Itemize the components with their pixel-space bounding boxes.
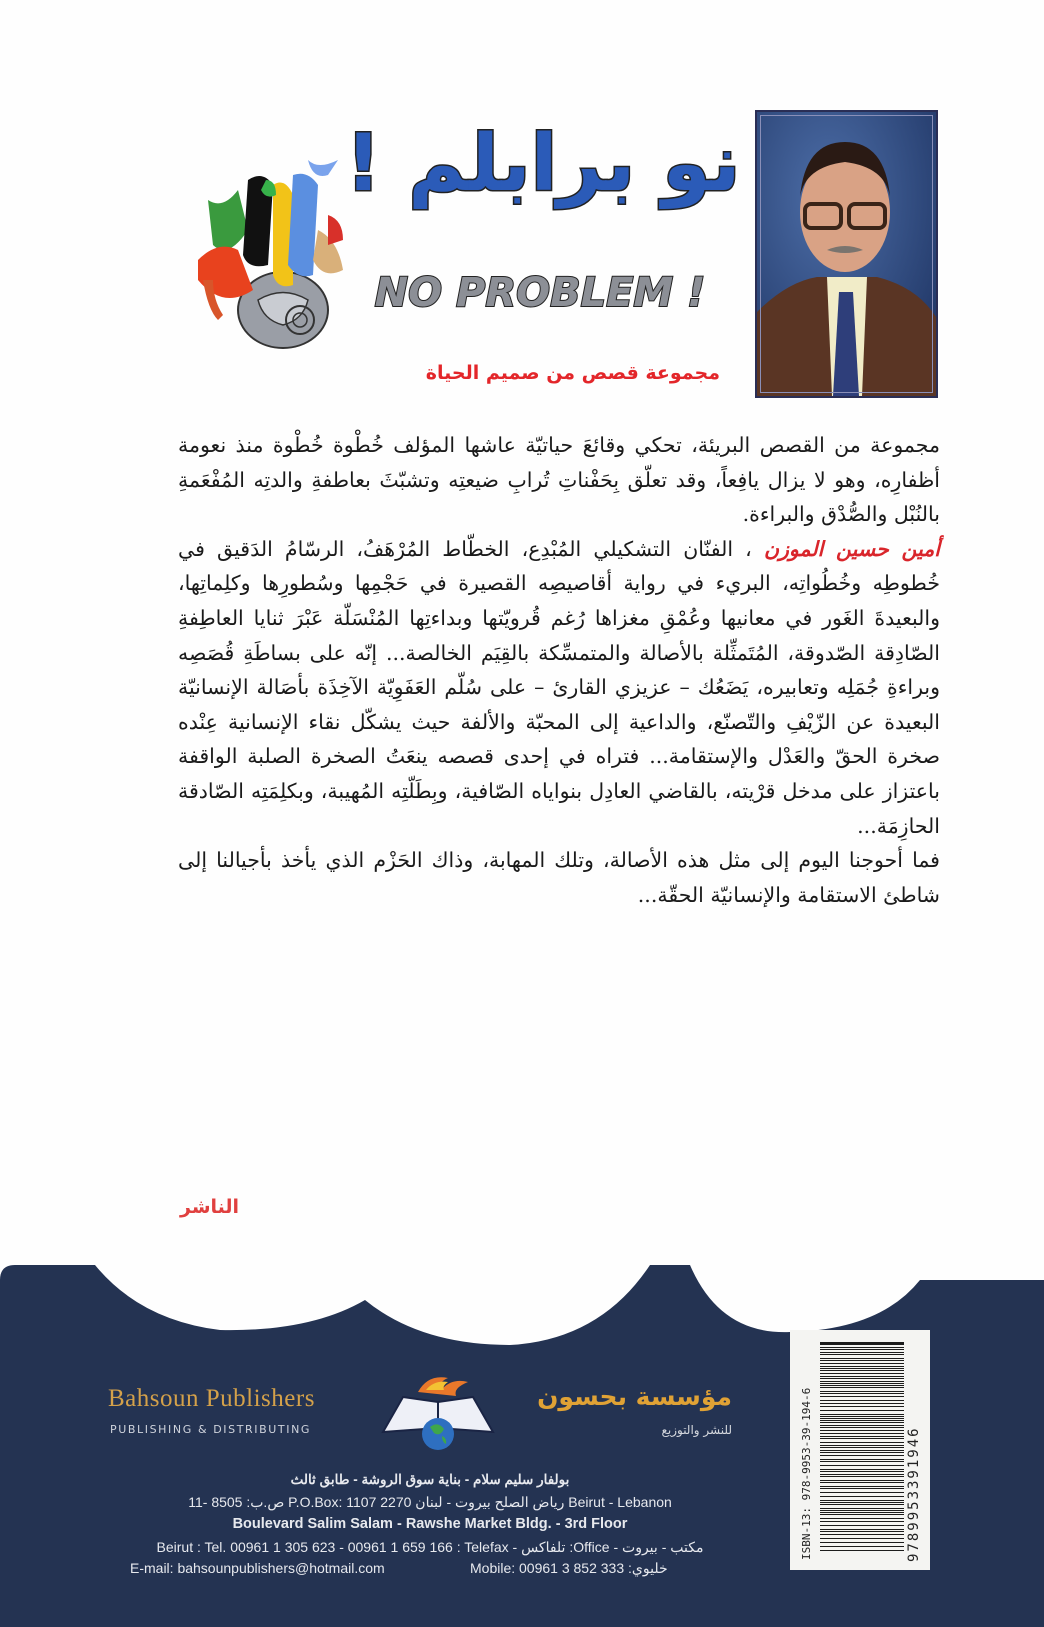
barcode-bar <box>820 1383 904 1384</box>
barcode-bar <box>820 1465 904 1466</box>
barcode-bar <box>820 1352 904 1353</box>
title-english-text: NO PROBLEM ! <box>374 270 706 316</box>
barcode-bar <box>820 1512 904 1513</box>
barcode-bar <box>820 1488 904 1489</box>
barcode-bar <box>820 1546 904 1547</box>
barcode-bar <box>820 1438 904 1439</box>
book-title-arabic <box>345 108 741 209</box>
barcode-bar <box>820 1427 904 1428</box>
barcode-bar <box>820 1368 904 1369</box>
barcode-bar <box>820 1425 904 1426</box>
barcode-bar <box>820 1476 904 1477</box>
title-arabic-text: نو برابلم ! <box>345 119 741 209</box>
barcode-bar <box>820 1381 904 1382</box>
publisher-name-english: Bahsoun Publishers <box>108 1385 315 1412</box>
barcode-bar <box>820 1378 904 1379</box>
barcode-bar <box>820 1403 904 1404</box>
isbn-digits: 9789953391946 <box>906 1426 922 1562</box>
barcode-bar <box>820 1349 904 1350</box>
publisher-tagline-arabic: للنشر والتوزيع <box>661 1423 732 1437</box>
barcode-bar <box>820 1347 904 1348</box>
barcode-bar <box>820 1482 904 1483</box>
barcode-bar <box>820 1550 904 1551</box>
barcode-bar <box>820 1358 904 1359</box>
barcode-bar <box>820 1471 904 1472</box>
barcode-bar <box>820 1366 904 1367</box>
barcode-bar <box>820 1492 904 1493</box>
email-address: E-mail: bahsounpublishers@hotmail.com <box>130 1560 385 1576</box>
barcode-bar <box>820 1542 904 1543</box>
barcode-bar <box>820 1480 904 1481</box>
barcode-bar <box>820 1504 904 1505</box>
barcode-bar <box>820 1416 904 1417</box>
barcode-bar <box>820 1410 904 1411</box>
barcode-bar <box>820 1447 904 1448</box>
barcode-bar <box>820 1373 904 1374</box>
barcode-bar <box>820 1396 904 1397</box>
mobile-number: Mobile: 00961 3 852 333 :خليوي <box>470 1560 668 1576</box>
barcode-bar <box>820 1502 904 1503</box>
isbn-barcode <box>790 1330 930 1570</box>
barcode-bar <box>820 1430 904 1431</box>
barcode-bar <box>820 1442 904 1443</box>
barcode-bar <box>820 1436 904 1437</box>
dancers-illustration <box>188 160 358 355</box>
barcode-bar <box>820 1363 904 1364</box>
barcode-bar <box>820 1455 904 1456</box>
barcode-bar <box>820 1525 904 1526</box>
barcode-bar <box>820 1514 904 1515</box>
blurb-paragraph-1: مجموعة من القصص البريئة، تحكي وقائعَ حياتيّة عاشها المؤلف خُطْوة خُطْوة منذ نعومة أظفارِه، وهو لا يزال يافِعاً، وقد تعلّق بِحَفْناتِ تُرابِ ضيعتِه وتشبّثَ بعاطفةِ والدتِه المُفْعَمةِ بالنُبْل والصُّدْق والبراءة. <box>178 433 940 527</box>
barcode-bar <box>820 1510 904 1511</box>
barcode-bar <box>820 1354 904 1355</box>
publisher-logo-book-globe-icon <box>378 1372 498 1452</box>
barcode-bar <box>820 1529 904 1530</box>
blurb-paragraph-2-text: ، الفنّان التشكيلي المُبْدِع، الخطّاط المُرْهَفُ، الرسّامُ الدَقيق في خُطوطِه وخُطُواتِه، البريء في رواية أقاصيصِه القصيرة في حَجْمِها وسُطورِها وكلِماتِها، والبعيدةَ الغَور في معانيها وعُمْقِ مغزاها رُغم قُرويّتها وبداءتِها المُنْسَلّة عَبْرَ ثنايا العاطِفةِ الصّادِقة الصّدوقة، المُتَمثِّلة بالأصالة والمتمسِّكة بالقِيَم الخالصة... إنّه على بساطَةِ قُصَصِه وبراءةِ جُمَلِه وتعابيره، يَضَعُك – عزيزي القارئ – على سُلّم العَفَوِيّة الآخِذَة بأصَالة الإنسانيّة البعيدة عن الزّيْفِ والتّصنّع، والداعية إلى المحبّة والألفة حيث يشكّل نقاء الإنسانية عِنْده صخرة الحقّ والعَدْل والإستقامة... فتراه في إحدى قصصه ينعَتُ الصخرة الصلبة الواقفة باعتزاز على مدخل قرْيته، بالقاضي العادِل بنواياه الصّافية، وبِطَلّتِه المُهيبة، وبكلِمَتِه الصّادقة الحازِمَة... <box>178 536 940 838</box>
publisher-signature: الناشر <box>180 1196 240 1218</box>
barcode-bar <box>820 1531 904 1532</box>
barcode-bar <box>820 1538 904 1539</box>
barcode-bar <box>820 1508 904 1509</box>
barcode-bar <box>820 1469 904 1470</box>
book-title-english <box>374 262 706 317</box>
back-cover-blurb <box>178 428 940 912</box>
barcode-bar <box>820 1500 904 1501</box>
barcode-bar <box>820 1450 904 1451</box>
barcode-bar <box>820 1521 904 1522</box>
barcode-bar <box>820 1391 904 1392</box>
barcode-bar <box>820 1422 904 1423</box>
barcode-bar <box>820 1486 904 1487</box>
barcode-bar <box>820 1445 904 1446</box>
author-portrait <box>755 110 938 398</box>
barcode-bar <box>820 1370 904 1371</box>
barcode-bar <box>820 1420 904 1421</box>
barcode-bar <box>820 1461 904 1462</box>
address-english: Boulevard Salim Salam - Rawshe Market Bldg. - 3rd Floor <box>232 1516 628 1532</box>
barcode-bar <box>820 1534 904 1535</box>
barcode-bar <box>820 1414 904 1415</box>
barcode-bar <box>820 1452 904 1453</box>
barcode-bar <box>820 1342 904 1345</box>
blurb-paragraph-3: فما أحوجنا اليوم إلى مثل هذه الأصالة، وتلك المهابة، وذاك الحَزْم الذي يأخذ بأجيالنا إلى شاطئ الاستقامة والإنسانيّة الحقّة... <box>178 848 940 907</box>
po-box: ص.ب: 8505 -11 P.O.Box: رياض الصلح بيروت - لبنان 2270 1107 Beirut - Lebanon <box>188 1494 672 1510</box>
barcode-bar <box>820 1406 904 1407</box>
phone-numbers: Beirut : Tel. 00961 1 305 623 - 00961 1 659 166 : Telefax - تلفاكس :Office - مكتب - بيروت <box>156 1539 704 1555</box>
barcode-bar <box>820 1433 904 1434</box>
barcode-bar <box>820 1385 904 1386</box>
barcode-bar <box>820 1474 904 1475</box>
blurb-paragraph-2 <box>178 532 940 843</box>
address-arabic: بولفار سليم سلام - بناية سوق الروشة - طابق ثالث <box>290 1472 570 1487</box>
barcode-bar <box>820 1360 904 1361</box>
isbn-label: ISBN-13: 978-9953-39-194-6 <box>800 1387 813 1560</box>
barcode-bar <box>820 1496 904 1497</box>
barcode-bar <box>820 1393 904 1394</box>
barcode-bar <box>820 1376 904 1377</box>
publisher-name-arabic: مؤسسة بحسون <box>537 1382 732 1411</box>
barcode-bar <box>820 1418 904 1419</box>
barcode-bar <box>820 1518 904 1519</box>
author-name: أمين حسين الموزن <box>763 536 940 561</box>
barcode-bar <box>820 1387 904 1388</box>
barcode-bar <box>820 1459 904 1460</box>
book-subtitle: مجموعة قصص من صميم الحياة <box>425 362 720 384</box>
publisher-tagline-english: PUBLISHING & DISTRIBUTING <box>110 1423 312 1436</box>
barcode-bar <box>820 1400 904 1401</box>
